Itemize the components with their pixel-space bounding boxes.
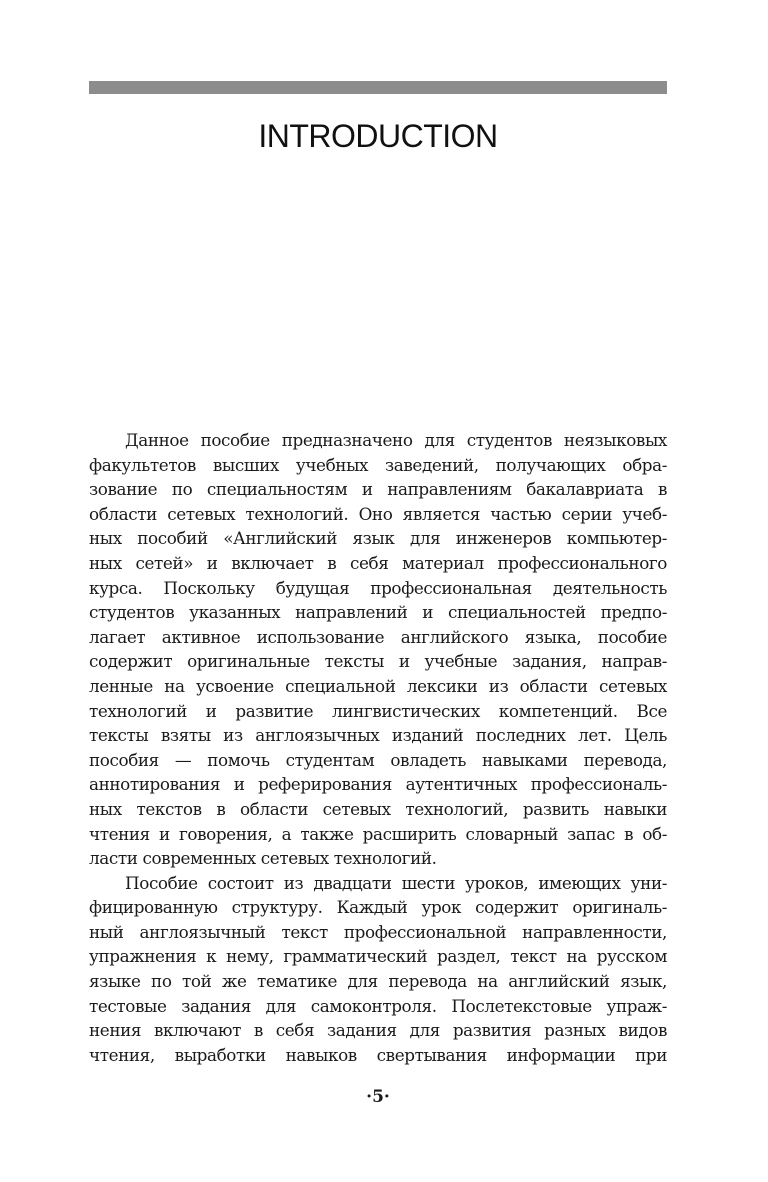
- text-line: ных пособий «Английский язык для инженеров компьютер-: [89, 528, 667, 549]
- text-line: курса. Поскольку будущая профессиональная деятельность: [89, 577, 667, 598]
- body-text: [89, 428, 667, 1067]
- text-line: Пособие состоит из двадцати шести уроков, имеющих уни-: [125, 872, 667, 893]
- text-line: лагает активное использование английского языка, пособие: [89, 626, 667, 647]
- text-line: тексты взяты из англоязычных изданий последних лет. Цель: [89, 725, 667, 746]
- paragraph: [89, 871, 667, 1068]
- text-line: нения включают в себя задания для развития разных видов: [89, 1020, 667, 1041]
- text-line: факультетов высших учебных заведений, получающих обра-: [89, 454, 667, 475]
- text-line: чтения и говорения, а также расширить словарный запас в об-: [89, 823, 667, 844]
- text-line: языке по той же тематике для перевода на английский язык,: [89, 971, 667, 992]
- text-line: тестовые задания для самоконтроля. Послетекстовые упраж-: [89, 995, 667, 1016]
- text-line: ленные на усвоение специальной лексики из области сетевых: [89, 675, 667, 696]
- text-line: Данное пособие предназначено для студентов неязыковых: [125, 430, 667, 450]
- text-line: ных текстов в области сетевых технологий, развить навыки: [89, 798, 667, 819]
- text-line: ных сетей» и включает в себя материал профессионального: [89, 552, 667, 573]
- text-line: упражнения к нему, грамматический раздел, текст на русском: [89, 946, 667, 967]
- paragraph: [89, 428, 667, 871]
- text-line: чтения, выработки навыков свертывания информации при: [89, 1044, 667, 1065]
- text-line: ласти современных сетевых технологий.: [89, 848, 437, 869]
- page-title: INTRODUCTION: [258, 118, 498, 154]
- text-line: содержит оригинальные тексты и учебные задания, направ-: [89, 651, 667, 672]
- page-number: ·5·: [366, 1087, 390, 1107]
- text-line: зование по специальностям и направлениям бакалавриата в: [89, 479, 667, 500]
- text-line: студентов указанных направлений и специальностей предпо-: [89, 602, 667, 623]
- top-rule: [89, 81, 667, 94]
- text-line: пособия — помочь студентам овладеть навыками перевода,: [89, 749, 667, 770]
- text-line: области сетевых технологий. Оно является частью серии учеб-: [89, 503, 667, 524]
- text-line: фицированную структуру. Каждый урок содержит оригиналь-: [89, 897, 667, 918]
- text-line: технологий и развитие лингвистических компетенций. Все: [89, 700, 667, 721]
- text-line: аннотирования и реферирования аутентичных профессиональ-: [89, 774, 667, 795]
- text-line: ный англоязычный текст профессиональной направленности,: [89, 921, 667, 942]
